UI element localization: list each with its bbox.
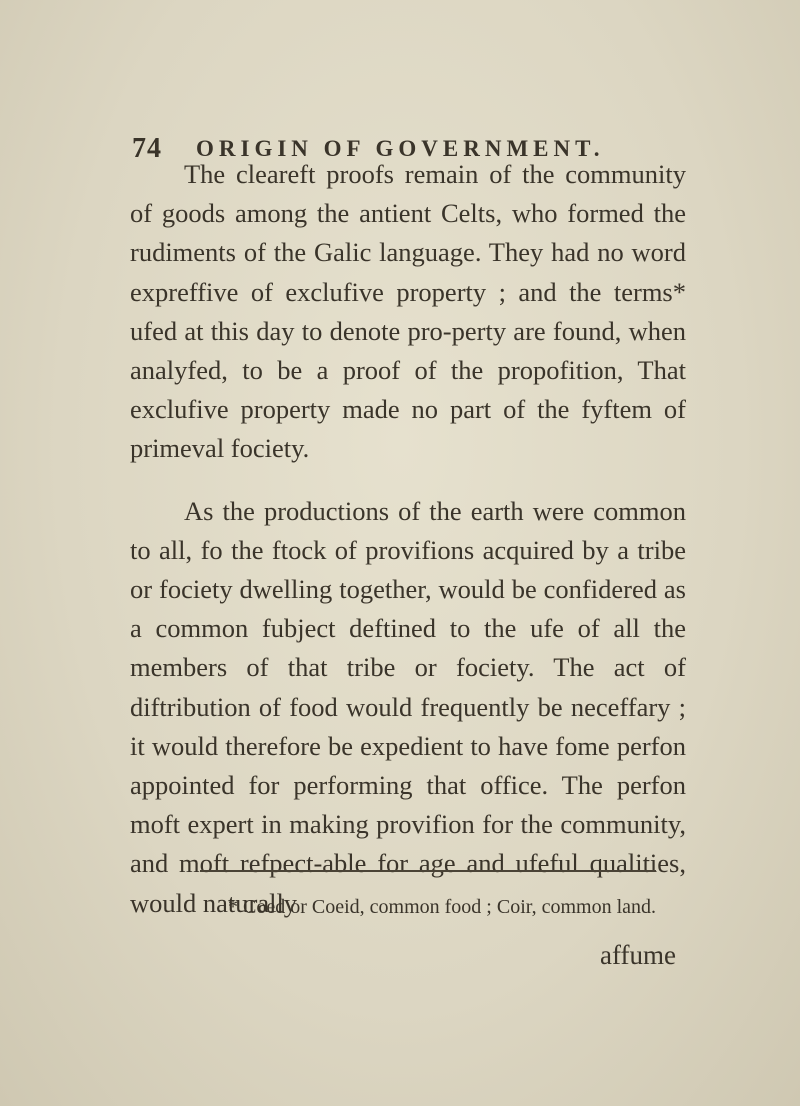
page-number: 74 <box>132 133 162 164</box>
catchword: affume <box>600 940 676 970</box>
footnote-rule <box>200 870 656 872</box>
running-title: ORIGIN OF GOVERNMENT. <box>196 136 605 161</box>
body-text <box>130 155 686 923</box>
paragraph-1: The cleareft proofs remain of the community of goods among the antient Celts, who formed the rudiments of the Galic language. They had no word expreffive of exclufive property ; and the terms* ufed at this day to denote pro-perty are found, when analyfed, to be a proof of the propofition, That exclufive property made no part of the fyftem of primeval fociety. <box>130 159 686 464</box>
paragraph-2: As the productions of the earth were common to all, fo the ftock of provifions acquired by a tribe or fociety dwelling together, would be confidered as a common fubject deftined to the ufe of all the members of that tribe or fociety. The act of diftribution of food would frequently be neceffary ; it would therefore be expedient to have fome perfon appointed for performing that office. The perfon moft expert in making provifion for the community, and moft refpect-able for age and ufeful qualities, would naturally <box>130 495 686 918</box>
footnote: * Coed or Coeid, common food ; Coir, common land. <box>228 896 657 918</box>
